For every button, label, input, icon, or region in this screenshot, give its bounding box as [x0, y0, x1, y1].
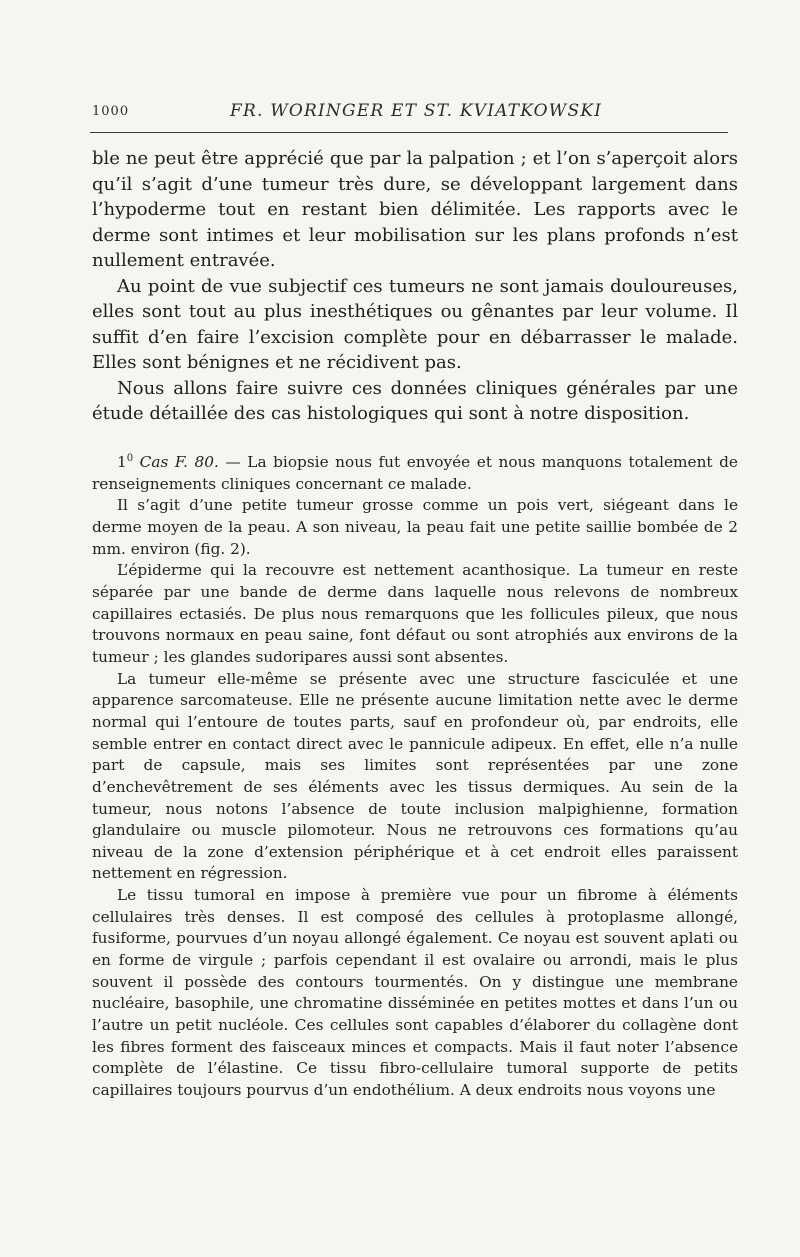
case-label: Cas F. 80.: [139, 453, 219, 471]
page-number: 1000: [92, 104, 130, 119]
body-paragraph-1: ble ne peut être apprécié que par la palpation ; et l’on s’aperçoit alors qu’il s’agit d’une tumeur très dure, se développant largement dans l’hypoderme tout en restant bien délimitée. Les rapports avec le derme sont intimes et leur mobilisation sur les plans profonds n’est nullement entravée.: [92, 148, 738, 271]
body-paragraph-3: Nous allons faire suivre ces données cliniques générales par une étude détaillée des cas histologiques qui sont à notre disposition.: [92, 377, 738, 424]
case-paragraph-2: L’épiderme qui la recouvre est nettement acanthosique. La tumeur en reste séparée par une bande de derme dans laquelle nous relevons de nombreux capillaires ectasiés. De plus nous remarquons que les follicules pileux, que nous trouvons normaux en peau saine, font défaut ou sont atrophiés aux environs de la tumeur ; les glandes sudoripares aussi sont absentes.: [92, 561, 738, 666]
main-body-text: [92, 146, 738, 427]
case-intro-paragraph: [92, 452, 738, 495]
case-ordinal-mark: 0: [126, 452, 134, 464]
case-paragraph-4: Le tissu tumoral en impose à première vue pour un fibrome à éléments cellulaires très denses. Il est composé des cellules à protoplasme allongé, fusiforme, pourvues d’un noyau allongé également. Ce noyau est souvent aplati ou en forme de virgule ; parfois cependant il est ovalaire ou arrondi, mais le plus souvent il possède des contours tourmentés. On y distingue une membrane nucléaire, basophile, une chromatine disséminée en petites mottes et dans l’un ou l’autre un petit nucléole. Ces cellules sont capables d’élaborer du collagène dont les fibres forment des faisceaux minces et compacts. Mais il faut noter l’absence complète de l’élastine. Ce tissu fibro-cellulaire tumoral supporte de petits capillaires toujours pourvus d’un endothélium. A deux endroits nous voyons une: [92, 886, 738, 1100]
case-number: 1: [117, 453, 127, 471]
body-paragraph-2: Au point de vue subjectif ces tumeurs ne sont jamais douloureuses, elles sont tout au plus inesthétiques ou gênantes par leur volume. Il suffit d’en faire l’excision complète pour en débarrasser le malade. Elles sont bénignes et ne récidivent pas.: [92, 275, 738, 373]
header-rule: [90, 132, 728, 133]
case-section: [92, 452, 738, 1102]
case-paragraph-1: Il s’agit d’une petite tumeur grosse comme un pois vert, siégeant dans le derme moyen de la peau. A son niveau, la peau fait une petite saillie bombée de 2 mm. environ (fig. 2).: [92, 496, 738, 558]
case-intro-text: — La biopsie nous fut envoyée et nous manquons totalement de renseignements cliniques concernant ce malade.: [92, 453, 738, 493]
running-header: [92, 97, 728, 125]
running-title: FR. WORINGER ET ST. KVIATKOWSKI: [230, 101, 603, 121]
case-paragraph-3: La tumeur elle-même se présente avec une structure fasciculée et une apparence sarcomateuse. Elle ne présente aucune limitation nette avec le derme normal qui l’entoure de toutes parts, sauf en profondeur où, par endroits, elle semble entrer en contact direct avec le pannicule adipeux. En effet, elle n’a nulle part de capsule, mais ses limites sont représentées par une zone d’enchevêtrement de ses éléments avec les tissus dermiques. Au sein de la tumeur, nous notons l’absence de toute inclusion malpighienne, formation glandulaire ou muscle pilomoteur. Nous ne retrouvons ces formations qu’au niveau de la zone d’extension périphérique et à cet endroit elles paraissent nettement en régression.: [92, 669, 738, 883]
